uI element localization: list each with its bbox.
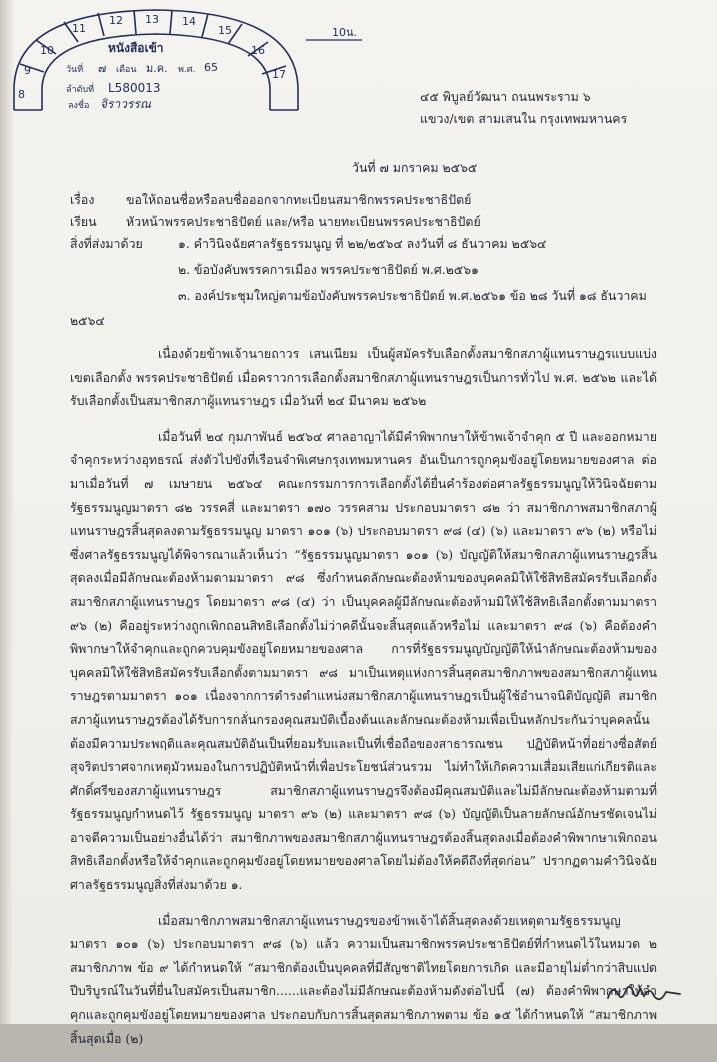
enclosure-item: ๓. องค์ประชุมใหญ่ตามข้อบังคับพรรคประชาธิปัตย์ พ.ศ.๒๕๖๑ ข้อ ๒๘ วันที่ ๑๘ ธันวาคม: [178, 288, 647, 303]
stamp-signer-value: จิราวรรณ: [100, 97, 151, 111]
recipient-text: หัวหน้าพรรคประชาธิปัตย์ และ/หรือ นายทะเบียนพรรคประชาธิปัตย์: [126, 214, 481, 229]
stamp-title: หนังสือเข้า: [108, 41, 164, 55]
stamp-dial-number: 15: [218, 24, 232, 37]
body-paragraph: เมื่อสมาชิกภาพสมาชิกสภาผู้แทนราษฎรของข้าพเจ้าได้สิ้นสุดลงด้วยเหตุตามรัฐธรรมนูญ มาตรา ๑๐๑ (๖) ประกอบมาตรา ๙๘ (๖) แล้ว ความเป็นสมาชิกพรรคประชาธิปัตย์ที่กำหนดไว้ในหมวด ๒ สมาชิกภาพ ข้อ ๙ ได้กำหนดให้ “สมาชิกต้องเป็นบุคคลที่มีสัญชาติไทยโดยการเกิด และมีอายุไม่ต่ำกว่าสิบแปดปีบริบูรณ์ในวันที่ยื่นใบสมัครเป็นสมาชิก......และต้องไม่มีลักษณะต้องห้ามดังต่อไปนี้ (๗) ต้องคำพิพากษาให้จำคุกและถูกคุมขังอยู่โดยหมายของศาล ประกอบกับการสิ้นสุดสมาชิกภาพตาม ข้อ ๑๕ ได้กำหนดให้ “สมาชิกภาพสิ้นสุดเมื่อ (๒): [70, 912, 657, 1046]
stamp-signer-label: ลงชื่อ: [68, 101, 90, 111]
stamp-month-value: ม.ค.: [146, 62, 168, 75]
stamp-dial-number: 16: [251, 44, 265, 57]
enclosure-item: ๑. คำวินิจฉัยศาลรัฐธรรมนูญ ที่ ๒๒/๒๕๖๔ ลงวันที่ ๘ ธันวาคม ๒๕๖๔: [178, 236, 547, 251]
received-stamp-graphic: [6, 2, 388, 112]
body-paragraph: เนื่องด้วยข้าพเจ้านายถาวร เสนเนียม เป็นผู้สมัครรับเลือกตั้งสมาชิกสภาผู้แทนราษฎรแบบแบ่งเขตเลือกตั้ง พรรคประชาธิปัตย์ เมื่อคราวการเลือกตั้งสมาชิกสภาผู้แทนราษฎรเป็นการทั่วไป พ.ศ. ๒๕๖๒ และได้รับเลือกตั้งเป็นสมาชิกสภาผู้แทนราษฎร เมื่อวันที่ ๒๔ มีนาคม ๒๕๖๒: [70, 346, 657, 409]
received-stamp: [6, 2, 388, 112]
stamp-dial-number: 11: [72, 22, 86, 35]
enclosures-label: สิ่งที่ส่งมาด้วย: [70, 236, 143, 251]
stamp-day-label: วันที่: [66, 65, 84, 75]
page-edge-shadow: [0, 0, 14, 1024]
stamp-dial-number: 8: [18, 88, 25, 101]
handwritten-signature: [604, 976, 684, 1010]
stamp-year-label: พ.ศ.: [178, 65, 196, 75]
enclosure-item: ๒. ข้อบังคับพรรคการเมือง พรรคประชาธิปัตย์ พ.ศ.๒๕๖๑: [178, 262, 479, 277]
stamp-dial-number: 12: [109, 14, 123, 27]
stamp-number-label: ลำดับที่: [66, 85, 95, 95]
stamp-number-value: L580013: [108, 81, 161, 95]
stamp-dial-number: 17: [272, 68, 286, 81]
address-line: ๔๕ พิบูลย์วัฒนา ถนนพระราม ๖: [420, 89, 591, 104]
letter-body: [70, 342, 657, 1062]
stamp-day-value: ๗: [98, 62, 107, 75]
stamp-month-label: เดือน: [116, 65, 137, 75]
subject-text: ขอให้ถอนชื่อหรือลบชื่อออกจากทะเบียนสมาชิกพรรคประชาธิปัตย์: [126, 192, 472, 207]
stamp-dial-number: 9: [24, 64, 31, 77]
stamp-dial-number: 10: [40, 44, 54, 57]
subject-label: เรื่อง: [70, 192, 95, 207]
body-paragraph: เมื่อวันที่ ๒๔ กุมภาพันธ์ ๒๕๖๔ ศาลอาญาได้มีคำพิพากษาให้ข้าพเจ้าจำคุก ๕ ปี และออกหมายจำคุกระหว่างอุทธรณ์ ส่งตัวไปขังที่เรือนจำพิเศษกรุงเทพมหานคร อันเป็นการถูกคุมขังอยู่โดยหมายของศาล ต่อมาเมื่อวันที่ ๗ เมษายน ๒๕๖๔ คณะกรรมการการเลือกตั้งได้ยื่นคำร้องต่อศาลรัฐธรรมนูญให้วินิจฉัยตามรัฐธรรมนูญมาตรา ๘๒ วรรคสี่ และมาตรา ๑๗๐ วรรคสาม ประกอบมาตรา ๘๒ ว่า สมาชิกภาพสมาชิกสภาผู้แทนราษฎรสิ้นสุดลงตามรัฐธรรมนูญ มาตรา ๑๐๑ (๖) ประกอบมาตรา ๙๘ (๔) (๖) และมาตรา ๙๖ (๒) หรือไม่ ซึ่งศาลรัฐธรรมนูญได้พิจารณาแล้วเห็นว่า “รัฐธรรมนูญมาตรา ๑๐๑ (๖) บัญญัติให้สมาชิกสภาผู้แทนราษฎรสิ้นสุดลงเมื่อมีลักษณะต้องห้ามตามมาตรา ๙๘ ซึ่งกำหนดลักษณะต้องห้ามของบุคคลมิให้ใช้สิทธิสมัครรับเลือกตั้งสมาชิกสภาผู้แทนราษฎร โดยมาตรา ๙๘ (๔) ว่า เป็นบุคคลผู้มีลักษณะต้องห้ามมิให้ใช้สิทธิเลือกตั้งตามมาตรา ๙๖ (๒) คืออยู่ระหว่างถูกเพิกถอนสิทธิเลือกตั้งไม่ว่าคดีนั้นจะสิ้นสุดแล้วหรือไม่ และมาตรา ๙๘ (๖) คือต้องคำพิพากษาให้จำคุกและถูกควบคุมขังอยู่โดยหมายของศาล การที่รัฐธรรมนูญบัญญัติให้นำลักษณะต้องห้ามของบุคคลมิให้ใช้สิทธิสมัครรับเลือกตั้งตามมาตรา ๙๘ มาเป็นเหตุแห่งการสิ้นสุดสมาชิกภาพของสมาชิกสภาผู้แทนราษฎรตามมาตรา ๑๐๑ เนื่องจากการดำรงตำแหน่งสมาชิกสภาผู้แทนราษฎรเป็นผู้ใช้อำนาจนิติบัญญัติ สมาชิกสภาผู้แทนราษฎรต้องได้รับการกลั่นกรองคุณสมบัติเบื้องต้นและลักษณะต้องห้ามเพื่อเป็นหลักประกันว่าบุคคลนั้นต้องมีความประพฤติและคุณสมบัติอันเป็นที่ยอมรับและเป็นที่เชื่อถือของสาธารณชน ปฏิบัติหน้าที่อย่างซื่อสัตย์สุจริตปราศจากเหตุมัวหมองในการปฏิบัติหน้าที่เพื่อประโยชน์ส่วนรวม ไม่ทำให้เกิดความเสื่อมเสียแก่เกียรติและศักดิ์ศรีของสภาผู้แทนราษฎร สมาชิกสภาผู้แทนราษฎรจึงต้องมีคุณสมบัติและไม่มีลักษณะต้องห้ามตามที่รัฐธรรมนูญกำหนดไว้ รัฐธรรมนูญ มาตรา ๙๖ (๒) และมาตรา ๙๘ (๖) บัญญัติเป็นลายลักษณ์อักษรชัดเจนไม่อาจตีความเป็นอย่างอื่นได้ว่า สมาชิกภาพของสมาชิกสภาผู้แทนราษฎรต้องสิ้นสุดลงเมื่อต้องคำพิพากษาเพิกถอนสิทธิเลือกตั้งหรือให้จำคุกและถูกคุมขังอยู่โดยหมายของศาลโดยไม่ต้องให้คดีถึงที่สุดก่อน” ปรากฏตามคำวินิจฉัยศาลรัฐธรรมนูญสิ่งที่ส่งมาด้วย ๑.: [70, 428, 657, 893]
stamp-dial-number: 13: [145, 13, 159, 26]
stamp-year-value: 65: [204, 61, 218, 74]
recipient-label: เรียน: [70, 214, 97, 229]
address-line: แขวง/เขต สามเสนใน กรุงเทพมหานคร: [420, 111, 628, 126]
enclosure-item-continuation: ๒๕๖๔: [70, 313, 105, 328]
letter-date: วันที่ ๗ มกราคม ๒๕๖๕: [352, 160, 478, 175]
sender-address: [420, 86, 627, 130]
stamp-time-note: 10น.: [332, 26, 358, 39]
stamp-dial-number: 14: [182, 15, 196, 28]
